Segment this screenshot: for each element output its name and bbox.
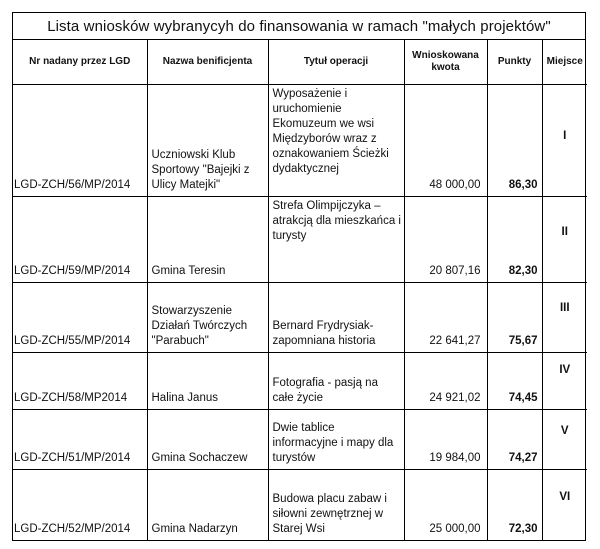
table-row <box>13 409 587 469</box>
cell-name: Uczniowski Klub Sportowy "Bajejki z Ulicy Matejki" <box>147 84 268 196</box>
cell-title: Strefa Olimpijczyka – atrakcją dla mieszkańca i turysty <box>268 196 404 282</box>
header-title: Tytuł operacji <box>268 40 404 84</box>
cell-nr: LGD-ZCH/51/MP/2014 <box>13 409 147 469</box>
cell-points: 72,30 <box>487 469 542 540</box>
place-label: V <box>560 424 569 437</box>
projects-table <box>13 40 587 540</box>
cell-place <box>542 84 587 196</box>
place-label: IV <box>559 363 571 376</box>
cell-nr: LGD-ZCH/56/MP/2014 <box>13 84 147 196</box>
cell-name: Gmina Nadarzyn <box>147 469 268 540</box>
table-header-row <box>13 40 587 84</box>
cell-amount: 24 921,02 <box>404 352 487 409</box>
document-title: Lista wniosków wybranycyh do finansowania w ramach "małych projektów" <box>13 13 585 40</box>
cell-place <box>542 352 587 409</box>
cell-title: Fotografia - pasją na całe życie <box>268 352 404 409</box>
cell-name: Stowarzyszenie Działań Twórczych "Parabuch" <box>147 282 268 352</box>
cell-place <box>542 469 587 540</box>
place-label: III <box>559 301 570 314</box>
cell-nr: LGD-ZCH/58/MP2014 <box>13 352 147 409</box>
cell-points: 82,30 <box>487 196 542 282</box>
cell-points: 74,45 <box>487 352 542 409</box>
table-row <box>13 352 587 409</box>
header-amount: Wnioskowana kwota <box>404 40 487 84</box>
header-points: Punkty <box>487 40 542 84</box>
cell-name: Halina Janus <box>147 352 268 409</box>
cell-points: 74,27 <box>487 409 542 469</box>
cell-nr: LGD-ZCH/52/MP/2014 <box>13 469 147 540</box>
cell-points: 75,67 <box>487 282 542 352</box>
header-place: Miejsce <box>542 40 587 84</box>
place-label: VI <box>559 490 571 503</box>
document-sheet <box>12 12 586 541</box>
cell-title: Dwie tablice informacyjne i mapy dla turystów <box>268 409 404 469</box>
cell-nr: LGD-ZCH/59/MP/2014 <box>13 196 147 282</box>
cell-name: Gmina Sochaczew <box>147 409 268 469</box>
cell-points: 86,30 <box>487 84 542 196</box>
cell-name: Gmina Teresin <box>147 196 268 282</box>
cell-place <box>542 282 587 352</box>
table-row <box>13 84 587 196</box>
cell-nr: LGD-ZCH/55/MP/2014 <box>13 282 147 352</box>
table-row <box>13 282 587 352</box>
table-row <box>13 469 587 540</box>
cell-amount: 22 641,27 <box>404 282 487 352</box>
cell-place <box>542 196 587 282</box>
cell-place <box>542 409 587 469</box>
cell-amount: 19 984,00 <box>404 409 487 469</box>
place-label: I <box>563 129 567 142</box>
cell-title: Budowa placu zabaw i siłowni zewnętrznej w Starej Wsi <box>268 469 404 540</box>
table-row <box>13 196 587 282</box>
cell-title: Wyposażenie i uruchomienie Ekomuzeum we wsi Międzyborów wraz z oznakowaniem Ścieżki dydaktycznej <box>268 84 404 196</box>
cell-amount: 25 000,00 <box>404 469 487 540</box>
place-label: II <box>561 225 568 238</box>
cell-amount: 48 000,00 <box>404 84 487 196</box>
cell-title: Bernard Frydrysiak- zapomniana historia <box>268 282 404 352</box>
header-nr: Nr nadany przez LGD <box>13 40 147 84</box>
cell-amount: 20 807,16 <box>404 196 487 282</box>
header-name: Nazwa benificjenta <box>147 40 268 84</box>
